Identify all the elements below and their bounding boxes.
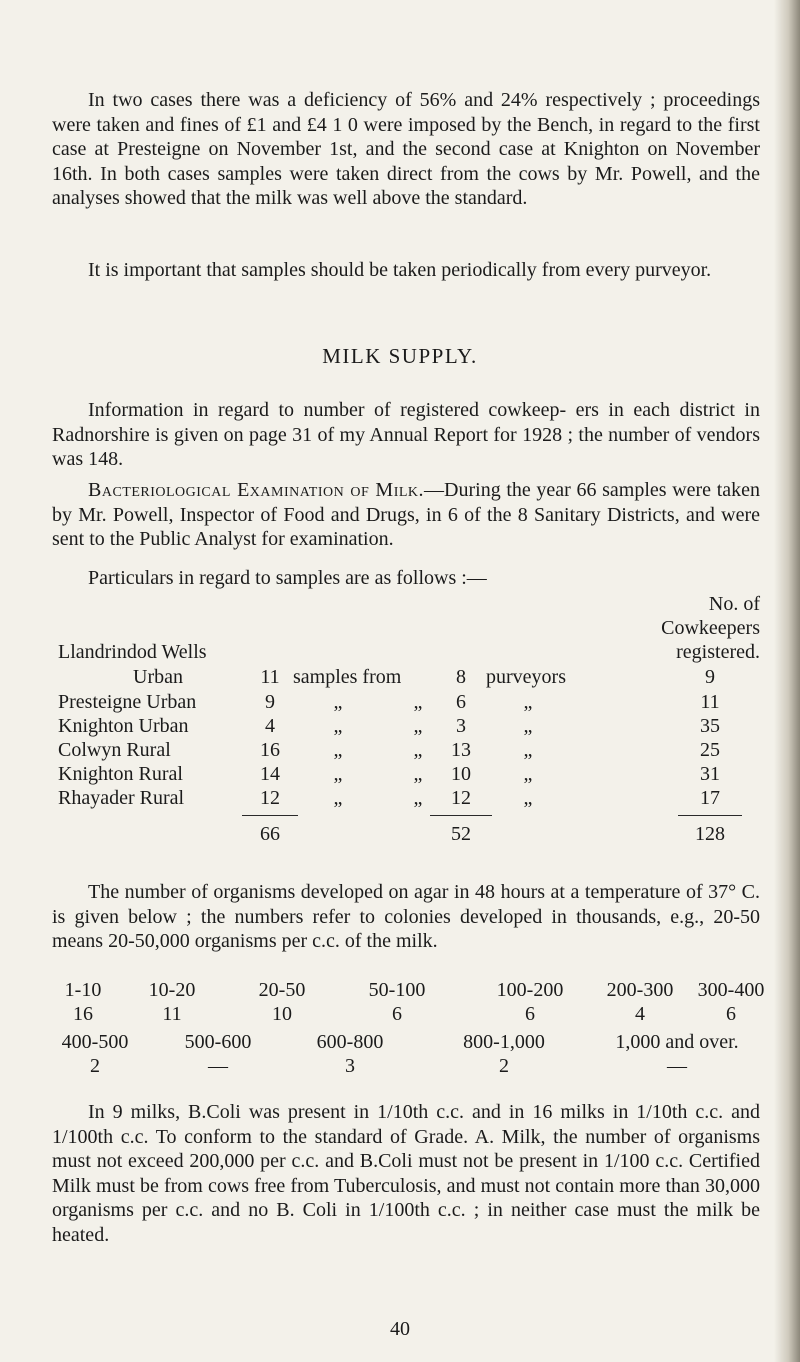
count-cell: 6 [726,1003,736,1025]
total-purveyors: 52 [451,823,471,845]
count-cell: — [208,1055,228,1077]
table-row-district: Knighton Urban [58,715,189,737]
bacteriological-title: Bacteriological Examination of Milk. [88,479,425,501]
table-row-district-line2: Urban [133,666,183,688]
ditto-mark: „ [333,787,343,809]
total-rule-cowkeepers [678,815,742,816]
range-cell: 50-100 [368,979,426,1001]
table-cell-cowkeepers: 35 [700,715,720,737]
table-cell-samples: 11 [260,666,280,688]
count-cell: 6 [525,1003,535,1025]
table-cell-samples: 16 [260,739,280,761]
table-row-district: Knighton Rural [58,763,183,785]
table-cell-purveyors-label: purveyors [486,666,566,688]
table-cell-purveyors: 13 [451,739,471,761]
count-cell: 3 [345,1055,355,1077]
intro-paragraph-1: In two cases there was a deficiency of 56% and 24% respectively ; proceedings were taken and fines of £1 and £4 1 0 were imposed by the Bench, in regard to the first case at Presteigne on November 1st, and the second case at Knighton on November 16th. In both cases samples were taken direct from the cows by Mr. Powell, and the analyses showed that the milk was well above the standard. [52,89,760,209]
table-row-district: Colwyn Rural [58,739,171,761]
ditto-mark: „ [333,715,343,737]
range-cell: 300-400 [697,979,765,1001]
ditto-mark: „ [523,739,533,761]
range-cell: 100-200 [496,979,564,1001]
range-cell: 10-20 [148,979,196,1001]
bcoli-paragraph: In 9 milks, B.Coli was present in 1/10th c.c. and in 16 milks in 1/10th c.c. and 1/100th c.c. To conform to the standard of Grade. A. Milk, the number of organisms must not exceed 200,000 per c.c. and B.Coli must not be present in 1/100 c.c. Certified Milk must be from cows free from Tuberculosis, and must not contain more than 30,000 organisms per c.c. and no B. Coli in 1/100th c.c. ; in neither case must the milk be heated. [52,1101,760,1246]
count-cell: 10 [272,1003,292,1025]
total-rule-purveyors [430,815,492,816]
table-cell-samples: 12 [260,787,280,809]
page-edge-shadow [774,0,800,1362]
range-cell: 200-300 [606,979,674,1001]
table-cell-purveyors: 12 [451,787,471,809]
table-cell-samples: 9 [265,691,275,713]
table-cell-cowkeepers: 31 [700,763,720,785]
range-cell: 500-600 [184,1031,252,1053]
table-cell-samples: 4 [265,715,275,737]
ditto-mark: „ [333,691,343,713]
table-cell-cowkeepers: 9 [705,666,715,688]
table-cell-purveyors: 3 [456,715,466,737]
ditto-mark: „ [523,715,533,737]
ditto-mark: „ [413,691,423,713]
intro-paragraph-2: It is important that samples should be taken periodically from every purveyor. [88,259,712,281]
table-cell-cowkeepers: 11 [700,691,720,713]
total-rule-samples [242,815,298,816]
range-cell: 600-800 [316,1031,384,1053]
count-cell: — [667,1055,687,1077]
table-cell-cowkeepers: 25 [700,739,720,761]
ditto-mark: „ [413,715,423,737]
table-cell-purveyors: 10 [451,763,471,785]
organisms-paragraph: The number of organisms developed on agar in 48 hours at a temperature of 37° C. is given below ; the numbers refer to colonies developed in thousands, e.g., 20-50 means 20-50,000 organisms per c.c. of the milk. [52,881,760,952]
col-header-line2: Cowkeepers [661,617,760,639]
ditto-mark: „ [413,787,423,809]
col-header-line3: registered. [676,641,760,663]
ditto-mark: „ [523,691,533,713]
table-cell-purveyors: 8 [456,666,466,688]
range-cell: 1-10 [64,979,102,1001]
page-number: 40 [390,1318,410,1340]
ditto-mark: „ [413,763,423,785]
particulars-line: Particulars in regard to samples are as follows :— [88,567,487,589]
ditto-mark: „ [523,787,533,809]
range-cell: 400-500 [61,1031,129,1053]
count-cell: 2 [499,1055,509,1077]
total-cowkeepers: 128 [695,823,725,845]
range-cell: 800-1,000 [463,1031,545,1053]
table-cell-purveyors: 6 [456,691,466,713]
count-cell: 16 [73,1003,93,1025]
count-cell: 6 [392,1003,402,1025]
table-row-district: Llandrindod Wells [58,641,207,663]
table-row-district: Presteigne Urban [58,691,197,713]
ditto-mark: „ [333,739,343,761]
table-cell-cowkeepers: 17 [700,787,720,809]
range-cell: 1,000 and over. [615,1031,739,1053]
count-cell: 11 [162,1003,182,1025]
count-cell: 4 [635,1003,645,1025]
ditto-mark: „ [413,739,423,761]
count-cell: 2 [90,1055,100,1077]
table-cell-samples-label: samples from [293,666,402,688]
range-cell: 20-50 [258,979,306,1001]
bacteriological-paragraph: Bacteriological Examination of Milk.—During the year 66 samples were taken by Mr. Powell, Inspector of Food and Drugs, in 6 of the 8 Sanitary Districts, and were sent to the Public Analyst for examination. [52,479,761,550]
col-header-line1: No. of [708,593,760,615]
ditto-mark: „ [523,763,533,785]
total-samples: 66 [260,823,280,845]
section-heading-milk-supply: MILK SUPPLY. [322,344,478,368]
table-cell-samples: 14 [260,763,280,785]
table-row-district: Rhayader Rural [58,787,185,809]
ditto-mark: „ [333,763,343,785]
milk-supply-paragraph: Information in regard to number of registered cowkeep- ers in each district in Radnorshire is given on page 31 of my Annual Report for 1928 ; the number of vendors was 148. [52,399,760,470]
